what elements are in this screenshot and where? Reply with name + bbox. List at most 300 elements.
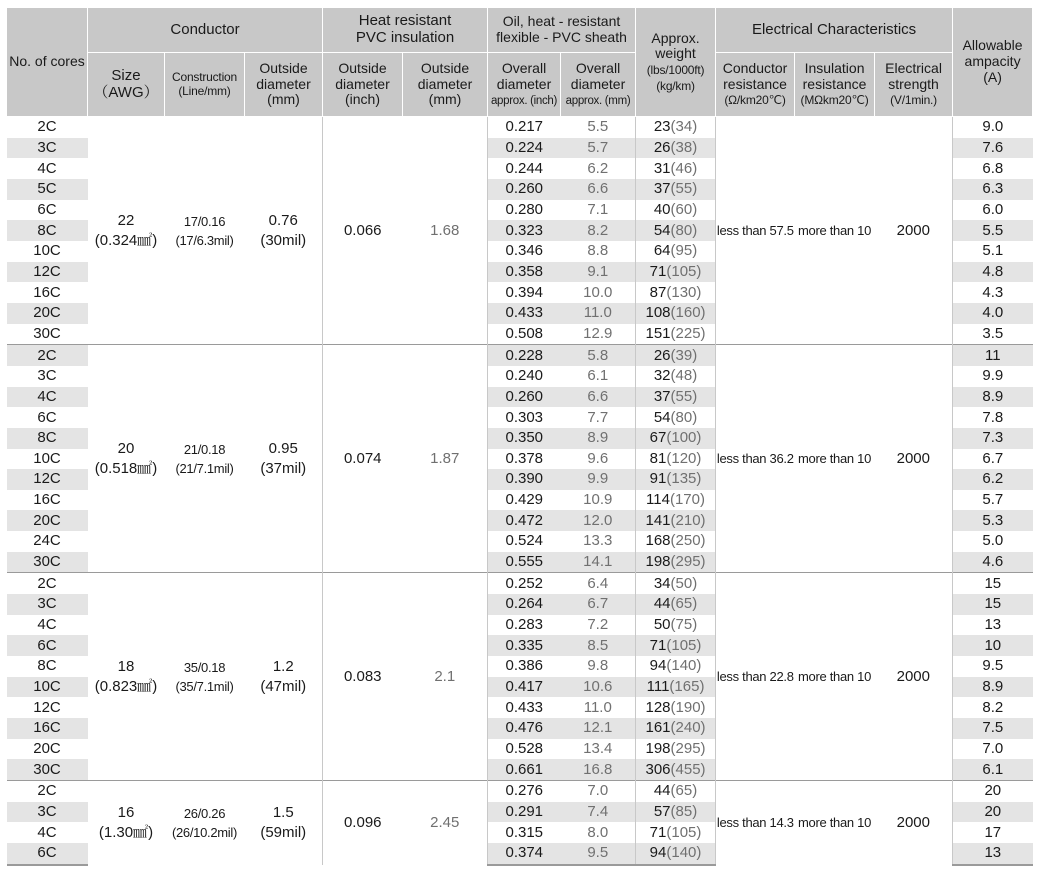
cell-weight xyxy=(636,324,716,345)
cell-electrical-strength: 2000 xyxy=(875,781,953,865)
cell-overall-od-inch: 0.374 xyxy=(488,843,561,865)
cell-insulation-od-mm: 2.1 xyxy=(403,573,488,781)
cell-insulation-od-mm: 2.45 xyxy=(403,781,488,865)
weight-lbs: 23 xyxy=(653,118,671,136)
size-mm2: (1.30㎟) xyxy=(98,823,154,841)
weight-lbs: 168 xyxy=(645,532,671,550)
cell-overall-od-mm: 8.2 xyxy=(561,220,636,241)
weight-lbs: 161 xyxy=(645,719,671,737)
cell-overall-od-mm: 7.0 xyxy=(561,781,636,802)
weight-kg: (250) xyxy=(670,532,706,550)
cell-overall-od-mm: 13.3 xyxy=(561,531,636,552)
cable-spec-table-container xyxy=(6,7,1033,866)
header-electrical-strength: Electrical strength (V/1min.) xyxy=(875,53,953,117)
weight-kg: (46) xyxy=(670,159,698,177)
cell-overall-od-inch: 0.335 xyxy=(488,635,561,656)
cell-ampacity: 6.7 xyxy=(953,449,1033,470)
cell-cores: 2C xyxy=(7,573,88,594)
cell-overall-od-mm: 9.5 xyxy=(561,843,636,865)
size-mm2: (0.823㎟) xyxy=(94,677,158,695)
cell-cores: 3C xyxy=(7,594,88,615)
cell-insulation-resistance: more than 10 xyxy=(795,573,875,781)
cell-cores: 8C xyxy=(7,428,88,449)
weight-lbs: 94 xyxy=(649,844,667,862)
cell-conductor-od xyxy=(245,781,323,865)
cell-overall-od-inch: 0.394 xyxy=(488,282,561,303)
cell-weight xyxy=(636,407,716,428)
cell-cores: 24C xyxy=(7,531,88,552)
weight-lbs: 306 xyxy=(645,760,671,778)
table-row xyxy=(7,573,1033,594)
cell-conductor-resistance: less than 36.2 xyxy=(716,345,795,573)
cell-weight xyxy=(636,387,716,408)
weight-kg: (100) xyxy=(666,429,702,447)
weight-lbs: 114 xyxy=(646,491,670,509)
cell-weight xyxy=(636,469,716,490)
cable-spec-table xyxy=(6,7,1033,866)
weight-lbs: 54 xyxy=(653,408,671,426)
construction-mm: 26/0.26 xyxy=(183,805,226,821)
weight-kg: (75) xyxy=(670,616,698,634)
weight-kg: (65) xyxy=(670,782,698,800)
size-awg: 22 xyxy=(117,211,135,229)
weight-lbs: 81 xyxy=(649,449,667,467)
cell-overall-od-inch: 0.283 xyxy=(488,615,561,636)
weight-lbs: 198 xyxy=(645,740,671,758)
weight-kg: (55) xyxy=(670,387,698,405)
header-conductor: Conductor xyxy=(88,8,323,53)
cell-ampacity: 13 xyxy=(953,843,1033,865)
cell-ampacity: 7.6 xyxy=(953,138,1033,159)
cell-overall-od-inch: 0.508 xyxy=(488,324,561,345)
cell-weight xyxy=(636,282,716,303)
cell-cores: 16C xyxy=(7,490,88,511)
weight-lbs: 128 xyxy=(645,698,671,716)
construction-mm: 35/0.18 xyxy=(183,659,226,675)
header-heat-resistant-pvc-insulation: Heat resistant PVC insulation xyxy=(323,8,488,53)
cell-cores: 10C xyxy=(7,449,88,470)
cell-cores: 2C xyxy=(7,781,88,802)
construction-mil: (35/7.1mil) xyxy=(175,678,234,694)
header-insulation-od-inch: Outside diameter (inch) xyxy=(323,53,403,117)
cell-size xyxy=(88,117,165,345)
weight-lbs: 44 xyxy=(653,782,671,800)
weight-kg: (120) xyxy=(666,449,702,467)
conductor-od-mil: (47mil) xyxy=(260,677,307,695)
cell-overall-od-mm: 7.4 xyxy=(561,802,636,823)
weight-kg: (105) xyxy=(666,262,702,280)
cell-overall-od-mm: 11.0 xyxy=(561,303,636,324)
cell-conductor-od xyxy=(245,573,323,781)
cell-ampacity: 10 xyxy=(953,635,1033,656)
cell-insulation-od-inch: 0.083 xyxy=(323,573,403,781)
header-insulation-resistance: Insulation resistance (MΩkm20℃) xyxy=(795,53,875,117)
weight-kg: (105) xyxy=(666,636,702,654)
cell-overall-od-inch: 0.433 xyxy=(488,303,561,324)
weight-lbs: 67 xyxy=(649,429,667,447)
weight-lbs: 94 xyxy=(649,657,667,675)
weight-lbs: 71 xyxy=(649,823,667,841)
cell-weight xyxy=(636,241,716,262)
cell-cores: 5C xyxy=(7,179,88,200)
weight-kg: (170) xyxy=(669,491,705,509)
cell-overall-od-mm: 9.1 xyxy=(561,262,636,283)
cell-ampacity: 7.5 xyxy=(953,718,1033,739)
cell-overall-od-inch: 0.224 xyxy=(488,138,561,159)
conductor-od-mm: 0.76 xyxy=(268,211,298,229)
construction-mil: (17/6.3mil) xyxy=(175,232,234,248)
cell-cores: 6C xyxy=(7,407,88,428)
cell-overall-od-mm: 5.8 xyxy=(561,345,636,366)
cell-weight xyxy=(636,635,716,656)
header-overall-diameter-mm: Overall diameter approx. (mm) xyxy=(561,53,636,117)
size-mm2: (0.324㎟) xyxy=(94,231,158,249)
weight-lbs: 111 xyxy=(646,678,670,696)
cell-overall-od-inch: 0.346 xyxy=(488,241,561,262)
cell-ampacity: 11 xyxy=(953,345,1033,366)
cell-weight xyxy=(636,345,716,366)
cell-ampacity: 9.9 xyxy=(953,366,1033,387)
cell-ampacity: 6.8 xyxy=(953,158,1033,179)
cell-overall-od-mm: 12.0 xyxy=(561,510,636,531)
weight-kg: (80) xyxy=(670,408,698,426)
weight-kg: (65) xyxy=(670,595,698,613)
cell-cores: 20C xyxy=(7,510,88,531)
cell-conductor-od xyxy=(245,345,323,573)
cell-weight xyxy=(636,303,716,324)
cell-weight xyxy=(636,428,716,449)
cell-weight xyxy=(636,138,716,159)
cell-overall-od-inch: 0.323 xyxy=(488,220,561,241)
cell-overall-od-inch: 0.524 xyxy=(488,531,561,552)
conductor-od-mm: 1.2 xyxy=(272,657,294,675)
weight-kg: (225) xyxy=(670,324,706,342)
construction-mil: (26/10.2mil) xyxy=(171,824,238,840)
cell-ampacity: 4.6 xyxy=(953,552,1033,573)
cell-electrical-strength: 2000 xyxy=(875,345,953,573)
cell-ampacity: 5.5 xyxy=(953,220,1033,241)
cell-cores: 2C xyxy=(7,345,88,366)
cell-weight xyxy=(636,510,716,531)
cell-weight xyxy=(636,490,716,511)
construction-mm: 17/0.16 xyxy=(183,213,226,229)
cell-weight xyxy=(636,552,716,573)
cell-cores: 30C xyxy=(7,324,88,345)
cell-weight xyxy=(636,220,716,241)
weight-lbs: 44 xyxy=(653,595,671,613)
cell-ampacity: 4.3 xyxy=(953,282,1033,303)
header-allowable-ampacity: Allowable ampacity (A) xyxy=(953,8,1033,117)
cell-weight xyxy=(636,677,716,698)
weight-kg: (190) xyxy=(670,698,706,716)
weight-kg: (240) xyxy=(670,719,706,737)
cell-cores: 6C xyxy=(7,200,88,221)
cell-overall-od-inch: 0.260 xyxy=(488,387,561,408)
cell-weight xyxy=(636,366,716,387)
weight-kg: (135) xyxy=(666,470,702,488)
cell-ampacity: 15 xyxy=(953,594,1033,615)
cell-conductor-resistance: less than 22.8 xyxy=(716,573,795,781)
cell-cores: 30C xyxy=(7,759,88,780)
cell-size xyxy=(88,781,165,865)
cell-cores: 6C xyxy=(7,635,88,656)
cell-ampacity: 7.8 xyxy=(953,407,1033,428)
cell-overall-od-mm: 8.5 xyxy=(561,635,636,656)
cell-weight xyxy=(636,697,716,718)
weight-lbs: 64 xyxy=(653,242,671,260)
weight-kg: (80) xyxy=(670,221,698,239)
cell-overall-od-inch: 0.228 xyxy=(488,345,561,366)
cell-overall-od-inch: 0.386 xyxy=(488,656,561,677)
weight-kg: (60) xyxy=(670,200,698,218)
cell-ampacity: 4.8 xyxy=(953,262,1033,283)
weight-lbs: 87 xyxy=(649,283,667,301)
cell-overall-od-mm: 14.1 xyxy=(561,552,636,573)
weight-kg: (34) xyxy=(670,118,698,136)
cell-ampacity: 5.3 xyxy=(953,510,1033,531)
cell-overall-od-mm: 12.9 xyxy=(561,324,636,345)
cell-size xyxy=(88,345,165,573)
weight-kg: (210) xyxy=(670,511,706,529)
cell-overall-od-inch: 0.264 xyxy=(488,594,561,615)
cell-cores: 2C xyxy=(7,117,88,138)
cell-ampacity: 8.9 xyxy=(953,387,1033,408)
cell-weight xyxy=(636,573,716,594)
cell-overall-od-mm: 12.1 xyxy=(561,718,636,739)
cell-overall-od-mm: 6.6 xyxy=(561,387,636,408)
cell-cores: 20C xyxy=(7,739,88,760)
weight-kg: (160) xyxy=(670,304,706,322)
cell-overall-od-mm: 8.0 xyxy=(561,822,636,843)
cell-overall-od-mm: 6.6 xyxy=(561,179,636,200)
weight-kg: (455) xyxy=(670,760,706,778)
cell-ampacity: 5.1 xyxy=(953,241,1033,262)
weight-lbs: 34 xyxy=(653,574,671,592)
weight-lbs: 26 xyxy=(653,138,671,156)
cell-overall-od-inch: 0.350 xyxy=(488,428,561,449)
cell-cores: 6C xyxy=(7,843,88,865)
cell-weight xyxy=(636,117,716,138)
cell-cores: 8C xyxy=(7,220,88,241)
cell-cores: 12C xyxy=(7,697,88,718)
cell-overall-od-mm: 10.6 xyxy=(561,677,636,698)
cell-overall-od-mm: 6.2 xyxy=(561,158,636,179)
header-electrical-characteristics: Electrical Characteristics xyxy=(716,8,953,53)
cell-overall-od-inch: 0.378 xyxy=(488,449,561,470)
cell-ampacity: 5.0 xyxy=(953,531,1033,552)
table-body xyxy=(7,117,1033,865)
cell-ampacity: 8.9 xyxy=(953,677,1033,698)
cell-overall-od-inch: 0.303 xyxy=(488,407,561,428)
weight-lbs: 141 xyxy=(645,511,671,529)
weight-lbs: 37 xyxy=(653,387,671,405)
cell-overall-od-inch: 0.476 xyxy=(488,718,561,739)
cell-weight xyxy=(636,822,716,843)
cell-ampacity: 3.5 xyxy=(953,324,1033,345)
cell-cores: 4C xyxy=(7,387,88,408)
cell-weight xyxy=(636,843,716,865)
cell-cores: 20C xyxy=(7,303,88,324)
cell-overall-od-mm: 9.6 xyxy=(561,449,636,470)
cell-ampacity: 7.0 xyxy=(953,739,1033,760)
weight-lbs: 57 xyxy=(653,802,671,820)
weight-lbs: 50 xyxy=(653,616,671,634)
header-approx-weight: Approx. weight (lbs/1000ft) (kg/km) xyxy=(636,8,716,117)
cell-weight xyxy=(636,531,716,552)
weight-lbs: 37 xyxy=(653,180,671,198)
cell-overall-od-mm: 8.8 xyxy=(561,241,636,262)
cell-insulation-resistance: more than 10 xyxy=(795,781,875,865)
conductor-od-mil: (59mil) xyxy=(260,823,307,841)
construction-mm: 21/0.18 xyxy=(183,441,226,457)
cell-overall-od-mm: 6.4 xyxy=(561,573,636,594)
cell-overall-od-mm: 9.9 xyxy=(561,469,636,490)
cell-overall-od-mm: 16.8 xyxy=(561,759,636,780)
weight-lbs: 91 xyxy=(649,470,667,488)
cell-weight xyxy=(636,656,716,677)
cell-cores: 30C xyxy=(7,552,88,573)
cell-ampacity: 6.1 xyxy=(953,759,1033,780)
cell-weight xyxy=(636,781,716,802)
conductor-od-mil: (30mil) xyxy=(260,231,307,249)
conductor-od-mm: 1.5 xyxy=(272,803,294,821)
cell-ampacity: 4.0 xyxy=(953,303,1033,324)
cell-ampacity: 6.0 xyxy=(953,200,1033,221)
weight-lbs: 31 xyxy=(653,159,671,177)
cell-ampacity: 8.2 xyxy=(953,697,1033,718)
cell-insulation-resistance: more than 10 xyxy=(795,117,875,345)
cell-ampacity: 20 xyxy=(953,802,1033,823)
cell-cores: 3C xyxy=(7,802,88,823)
cell-cores: 8C xyxy=(7,656,88,677)
header-conductor-resistance: Conductor resistance (Ω/km20℃) xyxy=(716,53,795,117)
weight-lbs: 151 xyxy=(645,324,671,342)
cell-overall-od-mm: 5.5 xyxy=(561,117,636,138)
conductor-od-mil: (37mil) xyxy=(260,459,307,477)
size-awg: 20 xyxy=(117,439,135,457)
cell-cores: 3C xyxy=(7,366,88,387)
weight-kg: (95) xyxy=(670,242,698,260)
table-row xyxy=(7,345,1033,366)
header-conductor-outside-diameter: Outside diameter (mm) xyxy=(245,53,323,117)
cell-ampacity: 17 xyxy=(953,822,1033,843)
cell-overall-od-inch: 0.252 xyxy=(488,573,561,594)
cell-overall-od-inch: 0.555 xyxy=(488,552,561,573)
weight-kg: (105) xyxy=(666,823,702,841)
weight-lbs: 26 xyxy=(653,346,671,364)
cell-cores: 12C xyxy=(7,469,88,490)
cell-overall-od-mm: 13.4 xyxy=(561,739,636,760)
weight-kg: (50) xyxy=(670,574,698,592)
cell-overall-od-mm: 5.7 xyxy=(561,138,636,159)
size-mm2: (0.518㎟) xyxy=(94,459,158,477)
cell-ampacity: 7.3 xyxy=(953,428,1033,449)
weight-kg: (165) xyxy=(669,678,705,696)
cell-overall-od-inch: 0.472 xyxy=(488,510,561,531)
cell-overall-od-inch: 0.433 xyxy=(488,697,561,718)
cell-ampacity: 6.3 xyxy=(953,179,1033,200)
cell-ampacity: 5.7 xyxy=(953,490,1033,511)
table-row xyxy=(7,117,1033,138)
cell-insulation-od-inch: 0.074 xyxy=(323,345,403,573)
weight-lbs: 54 xyxy=(653,221,671,239)
weight-kg: (130) xyxy=(666,283,702,301)
cell-overall-od-inch: 0.315 xyxy=(488,822,561,843)
cell-ampacity: 20 xyxy=(953,781,1033,802)
cell-weight xyxy=(636,739,716,760)
header-no-of-cores: No. of cores xyxy=(7,8,88,117)
weight-lbs: 32 xyxy=(653,367,671,385)
header-size: Size （AWG） xyxy=(88,53,165,117)
cell-conductor-resistance: less than 57.5 xyxy=(716,117,795,345)
cell-overall-od-inch: 0.280 xyxy=(488,200,561,221)
cell-weight xyxy=(636,759,716,780)
cell-weight xyxy=(636,449,716,470)
size-awg: 18 xyxy=(117,657,135,675)
weight-kg: (140) xyxy=(666,657,702,675)
cell-overall-od-inch: 0.217 xyxy=(488,117,561,138)
weight-lbs: 108 xyxy=(645,304,671,322)
cell-overall-od-inch: 0.260 xyxy=(488,179,561,200)
cell-overall-od-mm: 10.9 xyxy=(561,490,636,511)
cell-overall-od-inch: 0.358 xyxy=(488,262,561,283)
cell-weight xyxy=(636,615,716,636)
cell-cores: 16C xyxy=(7,718,88,739)
cell-overall-od-inch: 0.276 xyxy=(488,781,561,802)
cell-insulation-od-inch: 0.066 xyxy=(323,117,403,345)
table-header xyxy=(7,8,1033,117)
size-awg: 16 xyxy=(117,803,135,821)
cell-cores: 4C xyxy=(7,615,88,636)
cell-insulation-od-mm: 1.68 xyxy=(403,117,488,345)
cell-ampacity: 13 xyxy=(953,615,1033,636)
cell-overall-od-mm: 8.9 xyxy=(561,428,636,449)
cell-overall-od-inch: 0.528 xyxy=(488,739,561,760)
weight-kg: (295) xyxy=(670,740,706,758)
conductor-od-mm: 0.95 xyxy=(268,439,298,457)
cell-weight xyxy=(636,718,716,739)
cell-cores: 16C xyxy=(7,282,88,303)
cell-ampacity: 9.5 xyxy=(953,656,1033,677)
cell-construction xyxy=(165,573,245,781)
cell-overall-od-mm: 6.1 xyxy=(561,366,636,387)
cell-overall-od-inch: 0.429 xyxy=(488,490,561,511)
weight-kg: (295) xyxy=(670,553,706,571)
cell-overall-od-inch: 0.244 xyxy=(488,158,561,179)
weight-lbs: 71 xyxy=(649,636,667,654)
cell-overall-od-inch: 0.417 xyxy=(488,677,561,698)
cell-cores: 10C xyxy=(7,677,88,698)
cell-overall-od-mm: 7.1 xyxy=(561,200,636,221)
weight-kg: (85) xyxy=(670,802,698,820)
cell-insulation-od-inch: 0.096 xyxy=(323,781,403,865)
cell-conductor-resistance: less than 14.3 xyxy=(716,781,795,865)
cell-cores: 4C xyxy=(7,822,88,843)
cell-overall-od-mm: 7.2 xyxy=(561,615,636,636)
cell-weight xyxy=(636,802,716,823)
cell-overall-od-inch: 0.240 xyxy=(488,366,561,387)
cell-weight xyxy=(636,594,716,615)
cell-overall-od-mm: 9.8 xyxy=(561,656,636,677)
cell-ampacity: 6.2 xyxy=(953,469,1033,490)
cell-insulation-resistance: more than 10 xyxy=(795,345,875,573)
cell-cores: 3C xyxy=(7,138,88,159)
weight-kg: (55) xyxy=(670,180,698,198)
header-oil-heat-resistant-sheath: Oil, heat - resistant flexible - PVC sheath xyxy=(488,8,636,53)
cell-weight xyxy=(636,179,716,200)
cell-overall-od-inch: 0.661 xyxy=(488,759,561,780)
cell-construction xyxy=(165,117,245,345)
